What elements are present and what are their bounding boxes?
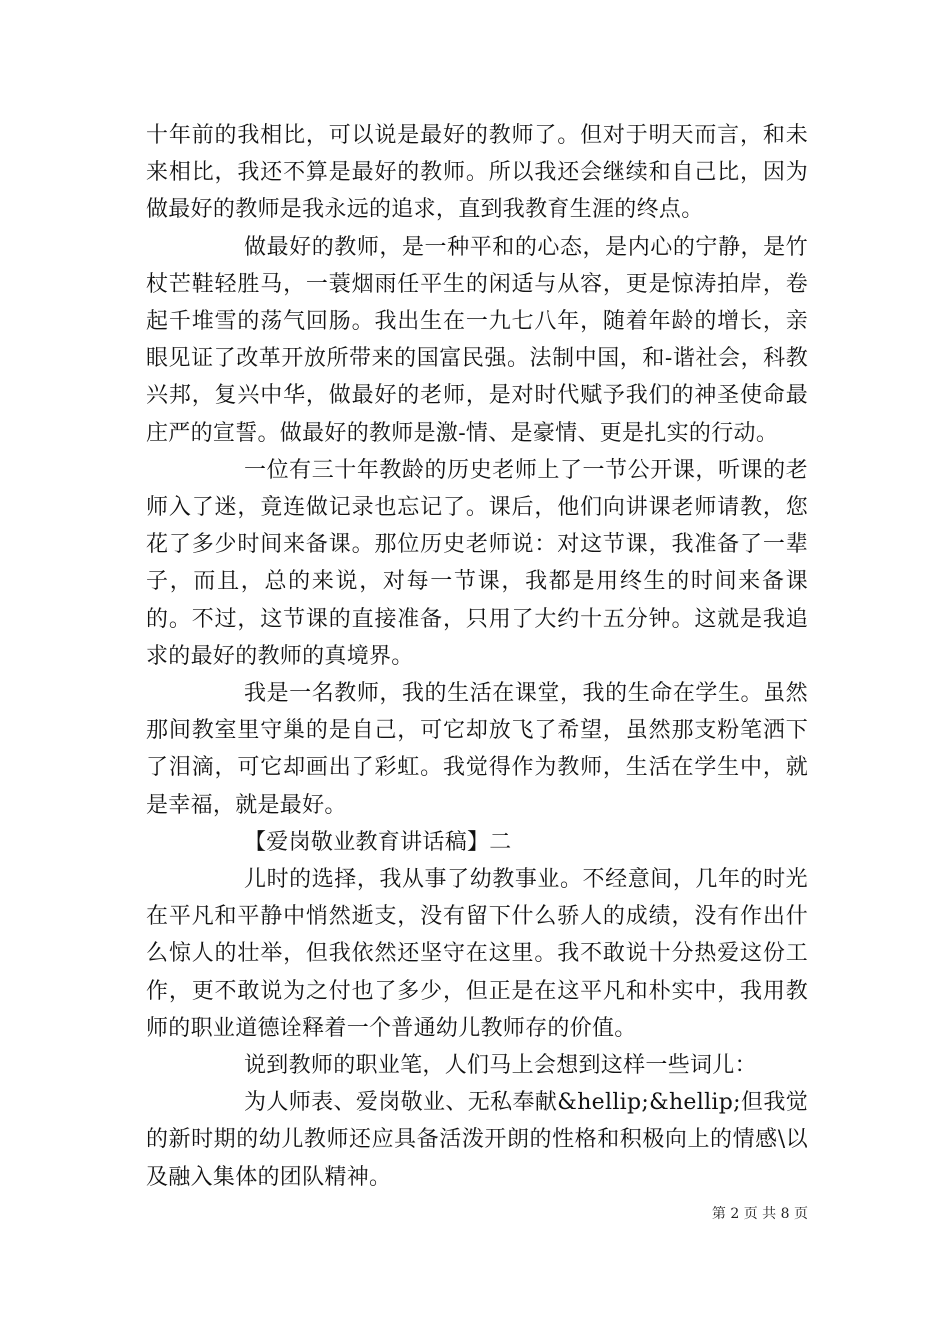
paragraph: 十年前的我相比，可以说是最好的教师了。但对于明天而言，和未来相比，我还不算是最好的教师。所以我还会继续和自己比，因为做最好的教师是我永远的追求，直到我教育生涯的终点。	[146, 123, 808, 223]
paragraph: 说到教师的职业笔，人们马上会想到这样一些词儿：	[244, 1053, 757, 1079]
paragraph: 我是一名教师，我的生活在课堂，我的生命在学生。虽然那间教室里守巢的是自己，可它却放飞了希望，虽然那支粉笔洒下了泪滴，可它却画出了彩虹。我觉得作为教师，生活在学生中，就是幸福，就是最好。	[146, 681, 808, 818]
page-number-footer: 第 2 页 共 8 页	[711, 1206, 808, 1222]
paragraph: 一位有三十年教龄的历史老师上了一节公开课，听课的老师入了迷，竟连做记录也忘记了。课后，他们向讲课老师请教，您花了多少时间来备课。那位历史老师说：对这节课，我准备了一辈子，而且，总的来说，对每一节课，我都是用终生的时间来备课的。不过，这节课的直接准备，只用了大约十五分钟。这就是我追求的最好的教师的真境界。	[146, 457, 808, 669]
paragraph: 为人师表、爱岗敬业、无私奉献&hellip;&hellip;但我觉的新时期的幼儿教师还应具备活泼开朗的性格和积极向上的情感\以及融入集体的团队精神。	[146, 1090, 808, 1190]
section-heading: 【爱岗敬业教育讲话稿】二	[244, 829, 512, 855]
paragraph: 儿时的选择，我从事了幼教事业。不经意间，几年的时光在平凡和平静中悄然逝支，没有留下什么骄人的成绩，没有作出什么惊人的壮举，但我依然还坚守在这里。我不敢说十分热爱这份工作，更不敢说为之付也了多少，但正是在这平凡和朴实中，我用教师的职业道德诠释着一个普通幼儿教师存的价值。	[146, 867, 808, 1041]
document-body	[146, 117, 808, 1196]
paragraph: 做最好的教师，是一种平和的心态，是内心的宁静，是竹杖芒鞋轻胜马，一蓑烟雨任平生的闲适与从容，更是惊涛拍岸，卷起千堆雪的荡气回肠。我出生在一九七八年，随着年龄的增长，亲眼见证了改革开放所带来的国富民强。法制中国，和-谐社会，科教兴邦，复兴中华，做最好的老师，是对时代赋予我们的神圣使命最庄严的宣誓。做最好的教师是激-情、是豪情、更是扎实的行动。	[146, 234, 808, 446]
